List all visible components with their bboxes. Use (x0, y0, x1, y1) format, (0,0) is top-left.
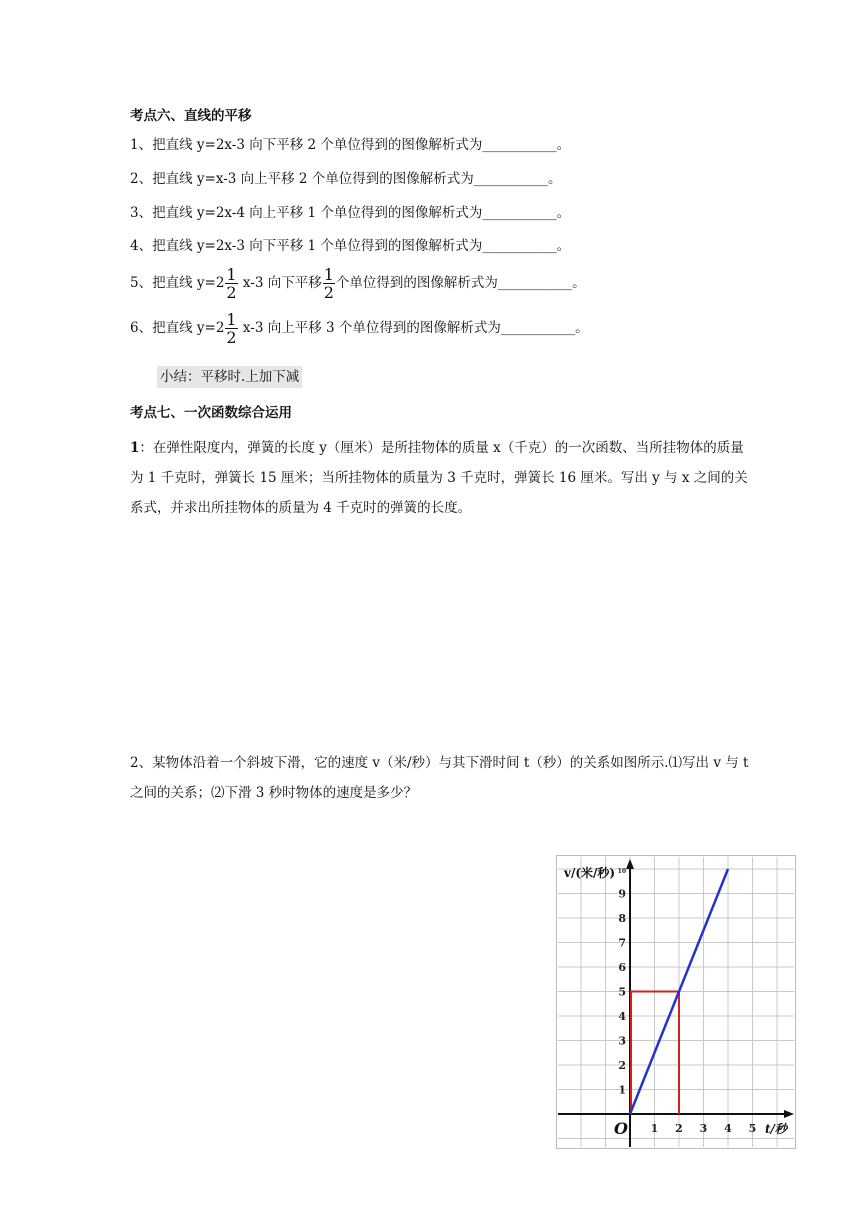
summary-note: 小结：平移时.上加下减 (157, 366, 302, 388)
question-5 (130, 266, 586, 301)
x-tick-label: 3 (699, 1122, 708, 1135)
y-tick-label: 7 (618, 936, 626, 950)
x-axis-label: t/秒 (765, 1122, 787, 1136)
x-tick-label: 4 (724, 1122, 732, 1135)
y-tick-label: 2 (618, 1059, 626, 1072)
y-tick-label: 8 (618, 912, 626, 925)
q6-text-a: 6、把直线 y=2 (130, 320, 225, 336)
y-tick-label: 3 (618, 1034, 626, 1048)
y-tick-label: 10 (617, 868, 626, 875)
question-6 (130, 311, 589, 346)
question-2: 2、把直线 y=x-3 向上平移 2 个单位得到的图像解析式为___________。 (130, 171, 562, 187)
y-tick-label: 6 (618, 961, 626, 974)
q6-text-b: x-3 向上平移 3 个单位得到的图像解析式为___________。 (238, 320, 589, 336)
section6-title: 考点六、直线的平移 (130, 108, 252, 124)
q5-fraction-2: $\frac{1}{2}$ (323, 265, 334, 302)
y-tick-label: 1 (618, 1083, 626, 1097)
problem-2: 2、某物体沿着一个斜坡下滑，它的速度 v（米/秒）与其下滑时间 t（秒）的关系如图所示.⑴写出 v 与 t 之间的关系；⑵下滑 3 秒时物体的速度是多少？ (130, 755, 749, 801)
section7-title: 考点七、一次函数综合运用 (130, 405, 292, 421)
x-tick-label: 2 (675, 1122, 683, 1135)
x-tick-label: 5 (748, 1122, 757, 1135)
q5-text-c: 个单位得到的图像解析式为___________。 (335, 275, 586, 291)
q5-text-a: 5、把直线 y=2 (130, 275, 225, 291)
problem-1-text: ：在弹性限度内，弹簧的长度 y（厘米）是所挂物体的质量 x（千克）的一次函数、当所挂物体的质量为 1 千克时，弹簧长 15 厘米；当所挂物体的质量为 3 千克时，弹簧长 16 厘米。写出 y 与 x 之间的关系式，并求出所挂物体的质量为 4 千克时的弹簧的长度。 (130, 440, 748, 516)
q5-text-b: x-3 向下平移 (238, 275, 322, 291)
question-1: 1、把直线 y=2x-3 向下平移 2 个单位得到的图像解析式为___________。 (130, 137, 571, 153)
question-3: 3、把直线 y=2x-4 向上平移 1 个单位得到的图像解析式为___________。 (130, 205, 571, 221)
q5-fraction: $\frac{1}{2}$ (226, 265, 237, 302)
y-tick-label: 4 (618, 1010, 626, 1023)
problem-1 (130, 433, 750, 523)
x-tick-label: 1 (650, 1122, 659, 1135)
q6-fraction: $\frac{1}{2}$ (226, 310, 237, 347)
origin-label: O (614, 1119, 628, 1138)
question-4: 4、把直线 y=2x-3 向下平移 1 个单位得到的图像解析式为___________。 (130, 238, 571, 254)
y-tick-label: 9 (618, 887, 626, 901)
y-axis-label: v/(米/秒) (564, 866, 616, 880)
problem-1-number: 1 (130, 440, 140, 456)
y-tick-label: 5 (618, 985, 626, 999)
velocity-time-graph (556, 855, 796, 1149)
